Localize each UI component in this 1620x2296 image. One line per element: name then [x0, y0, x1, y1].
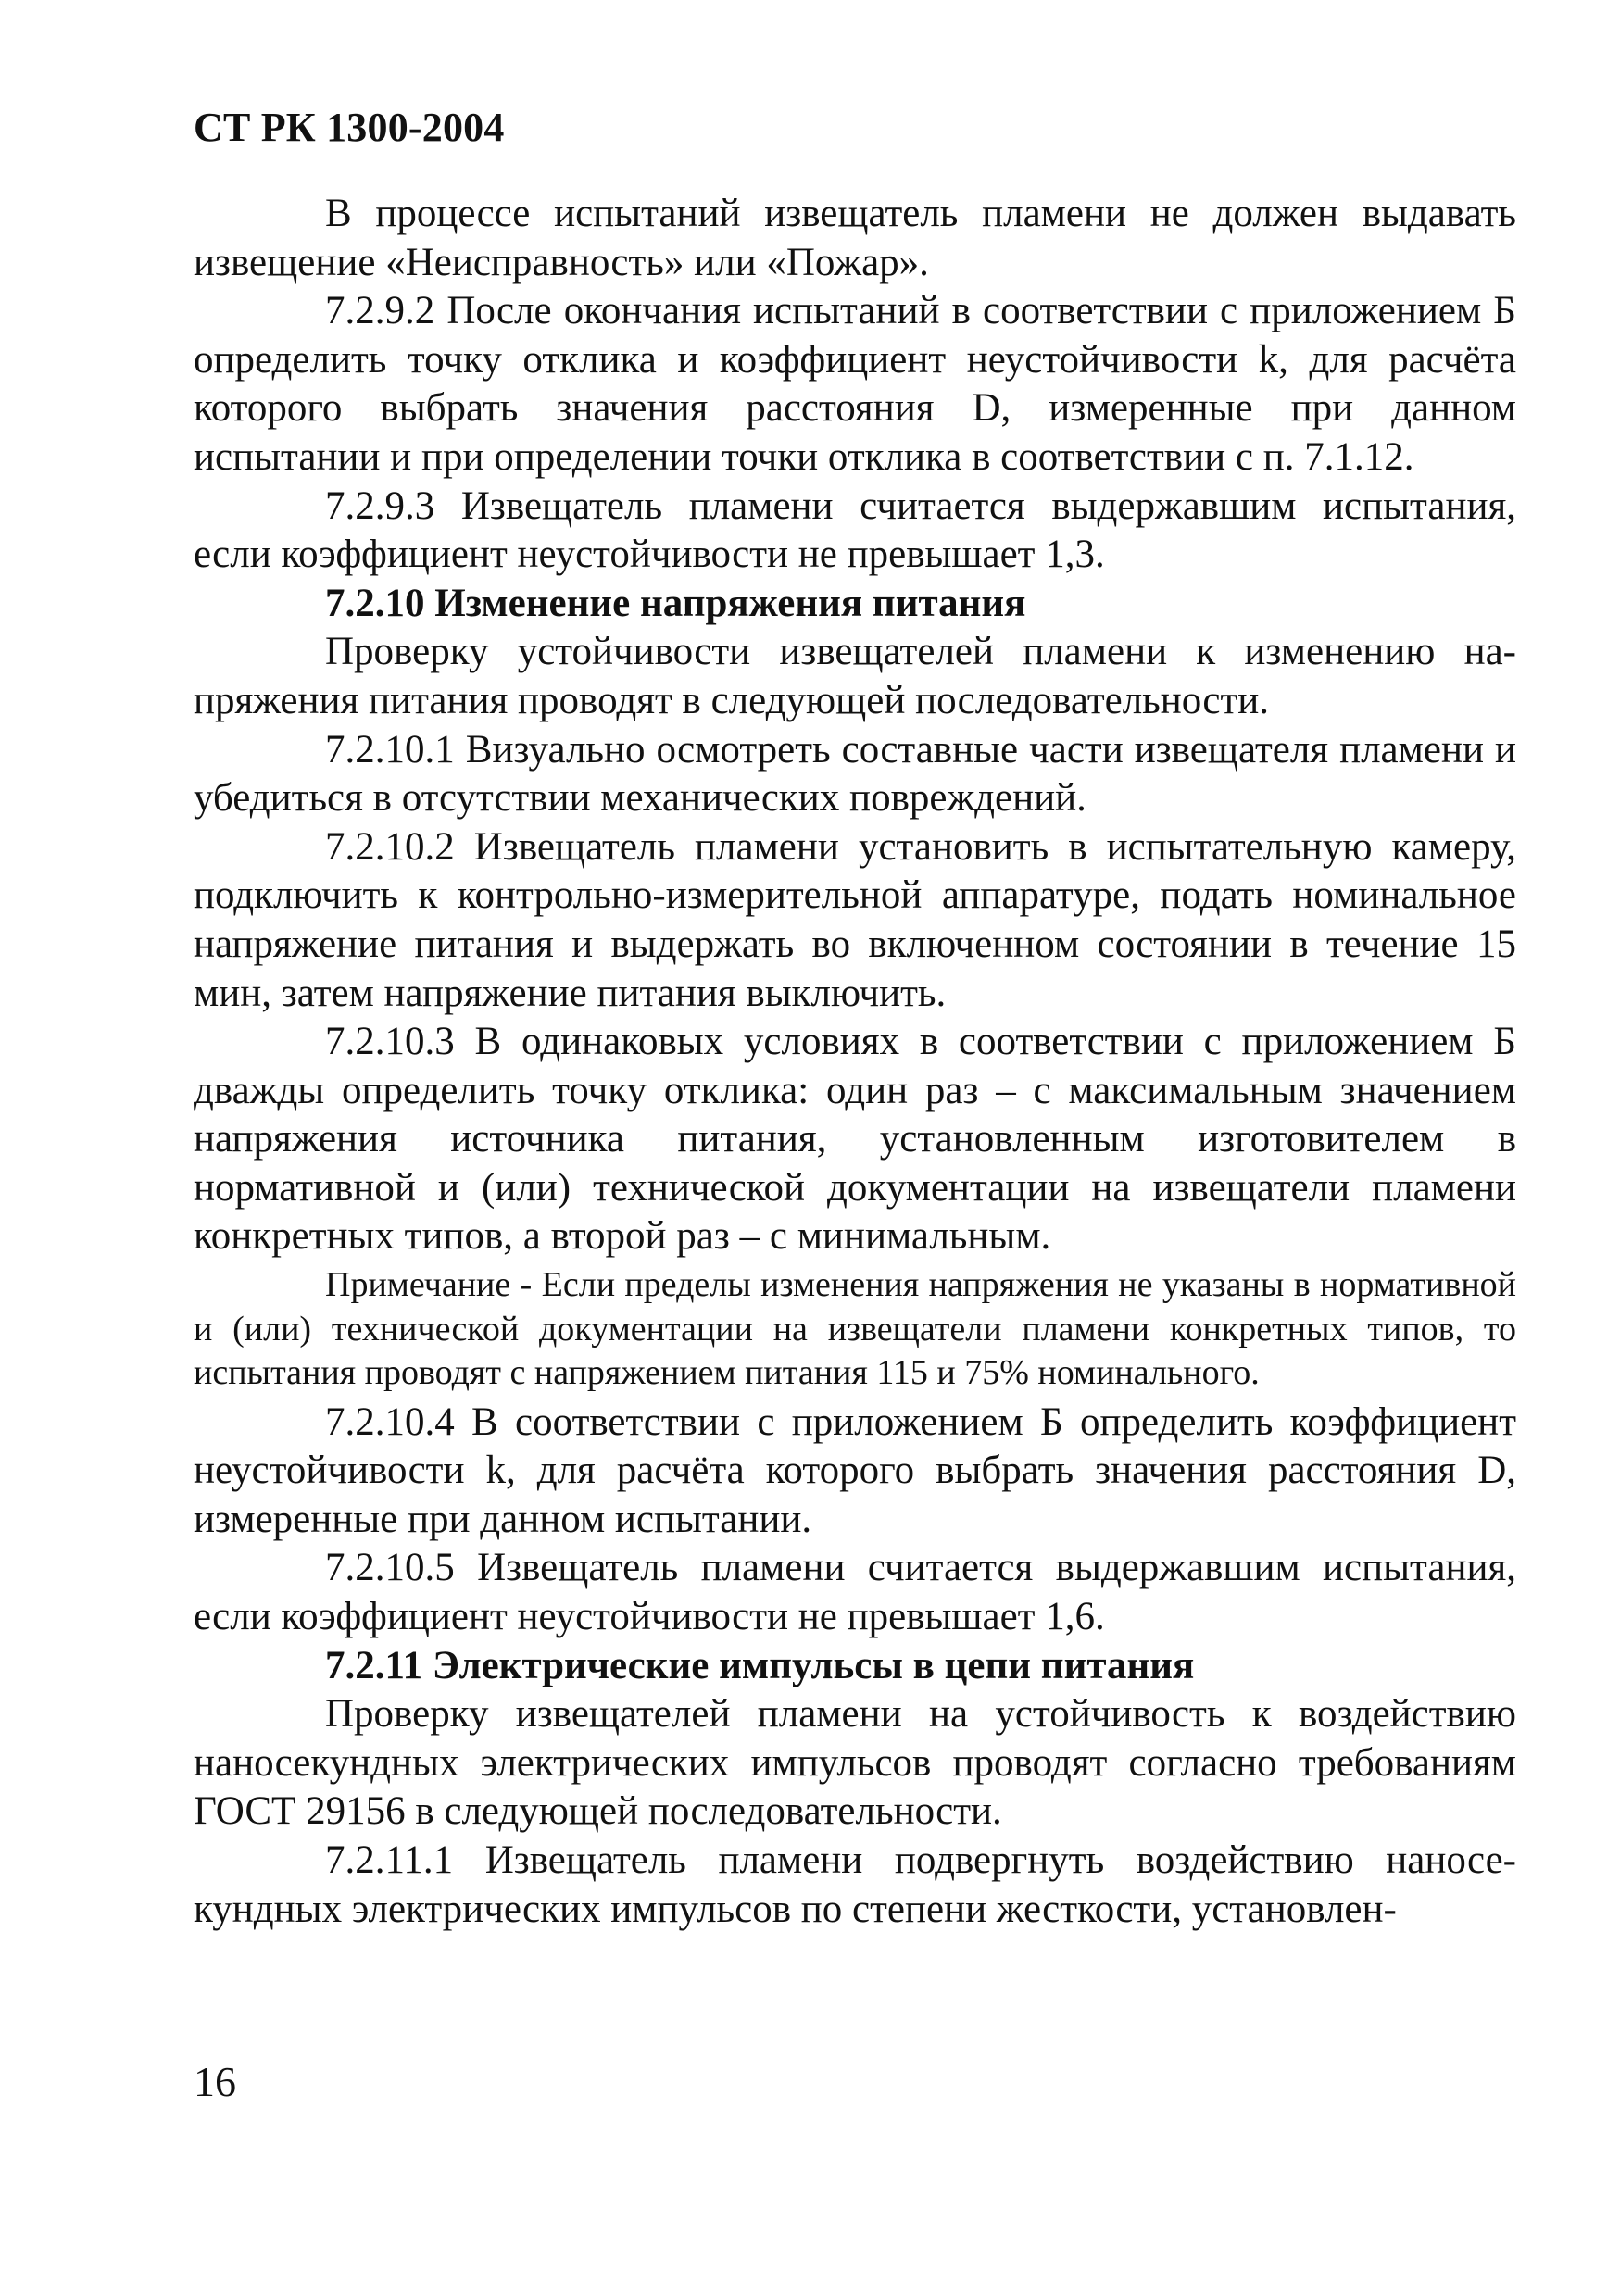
paragraph-7-2-10-intro: Проверку устойчивости извещателей пламени к изменению напряжения питания проводят в следующей последовательности. [194, 630, 1516, 722]
paragraph-7-2-11-intro: Проверку извещателей пламени на устойчивость к воздействию наносекундных электрических импульсов проводят согласно требованиям ГОСТ 29156 в следующей последовательности. [194, 1692, 1516, 1834]
paragraph-7-2-9-3: 7.2.9.3 Извещатель пламени считается выдержавшим испытания, если коэффициент неустойчивости не превышает 1,3. [194, 483, 1516, 577]
paragraph-7-2-10-2: 7.2.10.2 Извещатель пламени установить в испытательную камеру, подключить к контрольно-измерительной аппаратуре, подать номинальное напряжение питания и выдержать во включенном состоянии в течение 15 мин, затем напряжение питания выключить. [194, 824, 1516, 1015]
document-code-header: СТ РК 1300-2004 [194, 105, 505, 150]
paragraph-7-2-10-4: 7.2.10.4 В соответствии с приложением Б определить коэффициент неустойчивости k, для расчёта которого выбрать значения расстояния D, измеренные при данном испытании. [194, 1399, 1516, 1541]
paragraph-7-2-10-5: 7.2.10.5 Извещатель пламени считается выдержавшим испытания, если коэффициент неустойчивости не превышает 1,6. [194, 1546, 1516, 1638]
page-body [194, 190, 1516, 1934]
paragraph-7-2-9-2: 7.2.9.2 После окончания испытаний в соответствии с приложением Б определить точку отклика и коэффициент неустойчивости k, для расчёта которого выбрать значения расстояния D, измеренные при данном испытании и при определении точки отклика в соответствии с п. 7.1.12. [194, 289, 1516, 479]
section-heading-7-2-10: 7.2.10 Изменение напряжения питания [325, 581, 1026, 625]
paragraph-test-procedure-note: В процессе испытаний извещатель пламени не должен выдавать извещение «Неисправность» или «Пожар». [194, 192, 1516, 284]
paragraph-7-2-10-1: 7.2.10.1 Визуально осмотреть составные части извещателя пламени и убедиться в отсутствии механических повреждений. [194, 727, 1516, 821]
page-number: 16 [194, 2058, 236, 2105]
paragraph-7-2-10-3: 7.2.10.3 В одинаковых условиях в соответствии с приложением Б дважды определить точку отклика: один раз – с максимальным значением напряжения источника питания, установленным изготовителем в нормативной и (или) технической документации на извещатели пламени конкретных типов, а второй раз – с минимальным. [194, 1020, 1516, 1259]
note-paragraph: Примечание - Если пределы изменения напряжения не указаны в нормативной и (или) технической документации на извещатели пламени конкретных типов, то испытания проводят с напряжением питания 115 и 75% номинального. [194, 1265, 1516, 1393]
paragraph-7-2-11-1: 7.2.11.1 Извещатель пламени подвергнуть воздействию наносекундных электрических импульсов по степени жесткости, установлен- [194, 1838, 1516, 1931]
section-heading-7-2-11: 7.2.11 Электрические импульсы в цепи питания [325, 1643, 1195, 1687]
